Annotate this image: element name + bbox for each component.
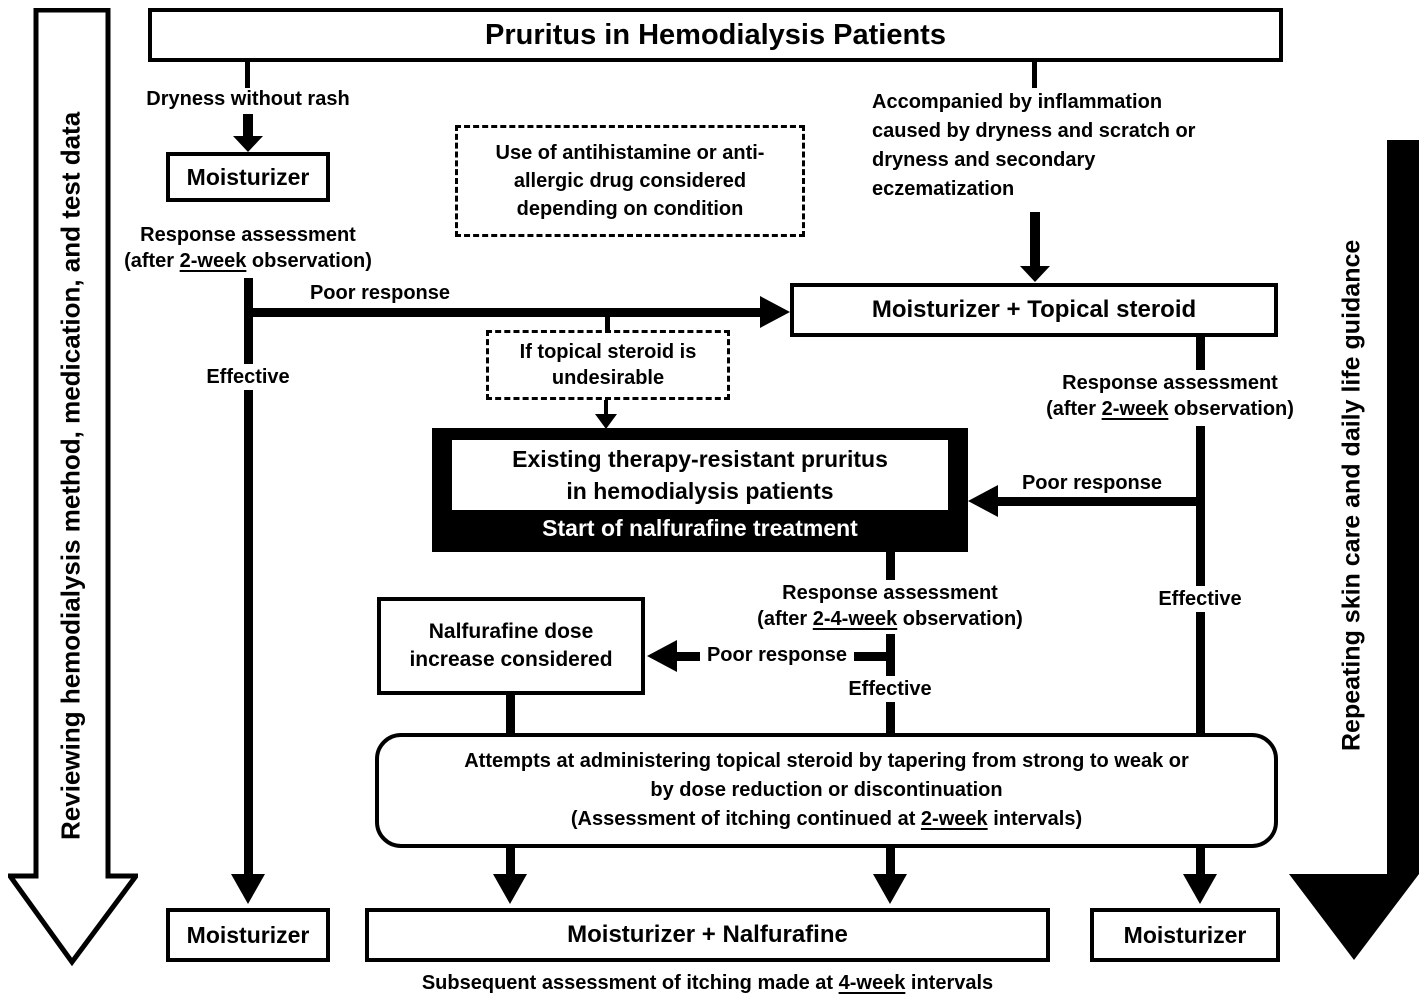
- condition-line: dryness and secondary: [872, 149, 1096, 171]
- taper-line: Attempts at administering topical steroid by tapering from strong to weak or: [464, 750, 1189, 772]
- arrowhead-down-icon: [233, 136, 263, 152]
- box-label: Moisturizer: [186, 163, 310, 190]
- assessment-interval: 2-week: [1101, 398, 1169, 420]
- condition-line: Accompanied by inflammation: [872, 91, 1163, 113]
- arrowhead-down-icon: [873, 874, 907, 904]
- arrowhead-down-icon: [1183, 874, 1217, 904]
- footer-interval: 4-week: [838, 972, 906, 994]
- start-nalfurafine-label: Start of nalfurafine treatment: [542, 515, 858, 541]
- footer-post: intervals: [905, 972, 994, 994]
- flow-line: [243, 114, 253, 136]
- flow-line: [1030, 212, 1040, 266]
- effective-label-mid: Effective: [840, 676, 940, 702]
- assessment-pre: (after: [757, 608, 813, 630]
- assessment-line1: Response assessment: [1062, 372, 1278, 394]
- note-line: allergic drug considered: [513, 170, 747, 192]
- effective-label-left: Effective: [198, 364, 298, 390]
- box-label: Moisturizer: [1123, 921, 1247, 948]
- taper-interval: 2-week: [920, 808, 988, 830]
- page-title: Pruritus in Hemodialysis Patients: [485, 18, 946, 51]
- assessment-pre: (after: [124, 250, 180, 272]
- moisturizer-box-left: [166, 152, 330, 202]
- assessment-post: observation): [897, 608, 1023, 630]
- assessment-line1: Response assessment: [140, 224, 356, 246]
- assessment-post: observation): [246, 250, 372, 272]
- poor-response-arrow-right: [998, 497, 1196, 506]
- assessment-line2: [730, 606, 1050, 632]
- assessment-post: observation): [1168, 398, 1294, 420]
- arrowhead-down-icon: [595, 414, 617, 429]
- response-assessment-left: [98, 222, 398, 274]
- footer-pre: Subsequent assessment of itching made at: [421, 972, 839, 994]
- antihistamine-note-box: [455, 125, 805, 237]
- therapy-resistant-panel: [452, 440, 948, 510]
- panel-line: Existing therapy-resistant pruritus: [512, 446, 888, 472]
- nalfurafine-start-box: [432, 428, 968, 552]
- topical-steroid-note-box: [486, 330, 730, 400]
- moisturizer-topical-steroid-box: [790, 283, 1278, 337]
- moisturizer-box-bottom-right: [1090, 908, 1280, 962]
- box-line: increase considered: [409, 648, 613, 671]
- box-label: Moisturizer + Nalfurafine: [567, 921, 848, 948]
- poor-response-label-left: Poor response: [309, 282, 451, 304]
- flow-line: [1032, 62, 1037, 88]
- title-box: [148, 8, 1283, 62]
- taper-pre: (Assessment of itching continued at: [570, 808, 921, 830]
- flow-line: [245, 62, 250, 88]
- poor-response-label-mid: Poor response: [700, 641, 854, 669]
- flow-line: [605, 317, 610, 330]
- assessment-line1: Response assessment: [782, 582, 998, 604]
- note-line: Use of antihistamine or anti-: [495, 142, 765, 164]
- condition-inflammation-label: [872, 88, 1232, 204]
- arrowhead-left-icon: [968, 485, 998, 517]
- assessment-interval: 2-4-week: [812, 608, 898, 630]
- assessment-line2: [98, 248, 398, 274]
- note-line: If topical steroid is: [519, 341, 697, 363]
- assessment-pre: (after: [1046, 398, 1102, 420]
- flow-line: [506, 695, 515, 733]
- box-label: Moisturizer: [186, 921, 310, 948]
- footer-note: [365, 970, 1050, 996]
- taper-line: [571, 805, 1082, 834]
- left-guide-label: Reviewing hemodialysis method, medication, and test data: [55, 111, 86, 841]
- flow-line: [1196, 848, 1205, 874]
- condition-dryness-label: Dryness without rash: [146, 88, 350, 110]
- poor-response-arrow-left: [248, 308, 760, 317]
- arrowhead-right-icon: [760, 296, 790, 328]
- flow-line: [886, 848, 895, 874]
- moisturizer-nalfurafine-box: [365, 908, 1050, 962]
- poor-response-label-right: Poor response: [1021, 472, 1163, 494]
- taper-post: intervals): [987, 808, 1083, 830]
- condition-line: caused by dryness and scratch or: [872, 120, 1196, 142]
- arrowhead-left-icon: [647, 640, 677, 672]
- note-line: depending on condition: [516, 198, 744, 220]
- taper-line: by dose reduction or discontinuation: [650, 779, 1003, 801]
- box-line: Nalfurafine dose: [428, 620, 594, 643]
- panel-line: in hemodialysis patients: [566, 478, 834, 504]
- arrowhead-down-icon: [493, 874, 527, 904]
- box-label: Moisturizer + Topical steroid: [871, 296, 1197, 323]
- dose-increase-box: [377, 597, 645, 695]
- moisturizer-box-bottom-left: [166, 908, 330, 962]
- arrowhead-down-icon: [231, 874, 265, 904]
- assessment-line2: [1020, 396, 1320, 422]
- response-assessment-mid: [730, 580, 1050, 634]
- response-assessment-right: [1020, 370, 1320, 426]
- effective-label-right: Effective: [1150, 586, 1250, 612]
- taper-attempts-box: [375, 733, 1278, 848]
- note-line: undesirable: [551, 367, 665, 389]
- flow-line: [506, 848, 515, 874]
- condition-line: eczematization: [872, 178, 1015, 200]
- arrowhead-down-icon: [1020, 266, 1050, 282]
- assessment-interval: 2-week: [179, 250, 247, 272]
- right-guide-label: Repeating skin care and daily life guidance: [1322, 150, 1382, 840]
